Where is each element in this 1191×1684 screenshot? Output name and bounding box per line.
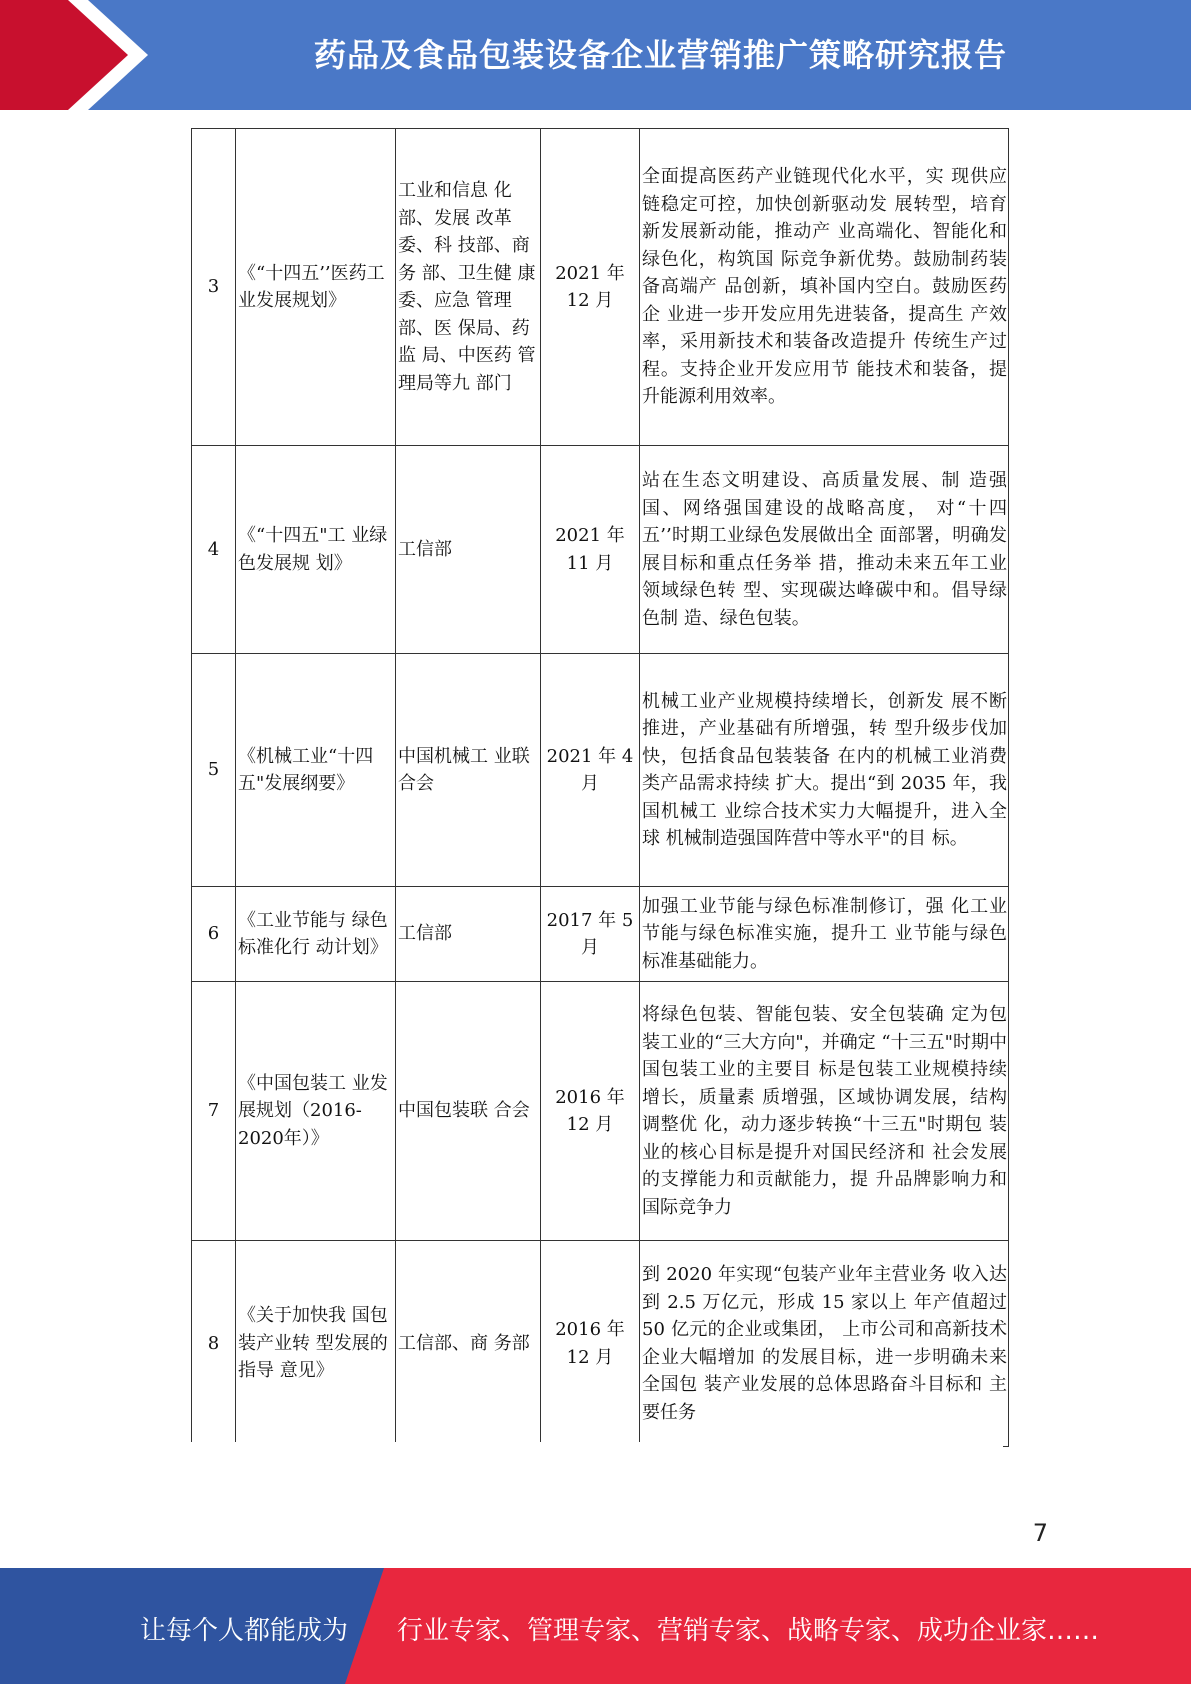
cell-description: 加强工业节能与绿色标准制修订，强 化工业节能与绿色标准实施，提升工 业节能与绿色标准基础能力。 (640, 887, 1009, 982)
cell-date: 2016 年 12 月 (541, 982, 640, 1241)
page-number: 7 (1032, 1519, 1048, 1547)
cell-department: 工信部 (396, 446, 541, 654)
cell-number: 8 (192, 1241, 236, 1447)
cell-description: 将绿色包装、智能包装、安全包装确 定为包装工业的“三大方向"，并确定 “十三五"时期中国包装工业的主要目 标是包装工业规模持续增长，质量素 质增强，区域协调发展，结构调整优 化，动力逐步转换“十三五"时期包 装业的核心目标是提升对国民经济和 社会发展的支撑能力和贡献能力，提 升品牌影响力和国际竞争力 (640, 982, 1009, 1241)
cell-policy-name: 《机械工业“十四五"发展纲要》 (236, 654, 396, 887)
cell-date: 2017 年 5 月 (541, 887, 640, 982)
cell-policy-name: 《工业节能与 绿色标准化行 动计划》 (236, 887, 396, 982)
policy-table (191, 128, 1009, 1447)
cell-department: 工业和信息 化部、发展 改革委、科 技部、商务 部、卫生健 康委、应急 管理部、医 保局、药监 局、中医药 管理局等九 部门 (396, 129, 541, 446)
cell-date: 2021 年 4 月 (541, 654, 640, 887)
cell-date: 2021 年 12 月 (541, 129, 640, 446)
footer-slogan-right: 行业专家、管理专家、营销专家、战略专家、成功企业家…… (397, 1616, 1100, 1646)
table-row (192, 1241, 1009, 1447)
cell-description: 全面提高医药产业链现代化水平，实 现供应链稳定可控，加快创新驱动发 展转型，培育新发展新动能，推动产 业高端化、智能化和绿色化，构筑国 际竞争新优势。鼓励制药装备高端产 品创新，填补国内空白。鼓励医药企 业进一步开发应用先进装备，提高生 产效率，采用新技术和装备改造提升 传统生产过程。支持企业开发应用节 能技术和装备，提升能源利用效率。 (640, 129, 1009, 446)
cell-department: 工信部、商 务部 (396, 1241, 541, 1447)
page-footer (0, 1568, 1191, 1684)
cell-description: 到 2020 年实现“包装产业年主营业务 收入达到 2.5 万亿元，形成 15 家以上 年产值超过 50 亿元的企业或集团， 上市公司和高新技术企业大幅增加 的发展目标，进一步明确未来全国包 装产业发展的总体思路奋斗目标和 主要任务 (640, 1241, 1009, 1447)
cell-number: 3 (192, 129, 236, 446)
cell-number: 5 (192, 654, 236, 887)
table-row (192, 887, 1009, 982)
table-continuation-mask (191, 1442, 1003, 1448)
table-row (192, 129, 1009, 446)
cell-number: 7 (192, 982, 236, 1241)
table-row (192, 446, 1009, 654)
page-header (0, 0, 1191, 110)
cell-description: 站在生态文明建设、高质量发展、制 造强国、网络强国建设的战略高度， 对“十四五’’时期工业绿色发展做出全 面部署，明确发展目标和重点任务举 措，推动未来五年工业领域绿色转 型、实现碳达峰碳中和。倡导绿色制 造、绿色包装。 (640, 446, 1009, 654)
cell-description: 机械工业产业规模持续增长，创新发 展不断推进，产业基础有所增强，转 型升级步伐加快，包括食品包装装备 在内的机械工业消费类产品需求持续 扩大。提出“到 2035 年，我国机械工 业综合技术实力大幅提升，进入全球 机械制造强国阵营中等水平"的目 标。 (640, 654, 1009, 887)
cell-number: 4 (192, 446, 236, 654)
cell-policy-name: 《“十四五"工 业绿色发展规 划》 (236, 446, 396, 654)
cell-department: 中国机械工 业联合会 (396, 654, 541, 887)
cell-policy-name: 《关于加快我 国包装产业转 型发展的指导 意见》 (236, 1241, 396, 1447)
cell-policy-name: 《“十四五’’医药工业发展规划》 (236, 129, 396, 446)
cell-number: 6 (192, 887, 236, 982)
cell-department: 工信部 (396, 887, 541, 982)
table-row (192, 982, 1009, 1241)
cell-policy-name: 《中国包装工 业发展规划（2016-2020年）》 (236, 982, 396, 1241)
cell-date: 2016 年 12 月 (541, 1241, 640, 1447)
cell-date: 2021 年 11 月 (541, 446, 640, 654)
cell-department: 中国包装联 合会 (396, 982, 541, 1241)
table-row (192, 654, 1009, 887)
header-title: 药品及食品包装设备企业营销推广策略研究报告 (313, 36, 1007, 74)
footer-slogan-left: 让每个人都能成为 (140, 1616, 349, 1646)
